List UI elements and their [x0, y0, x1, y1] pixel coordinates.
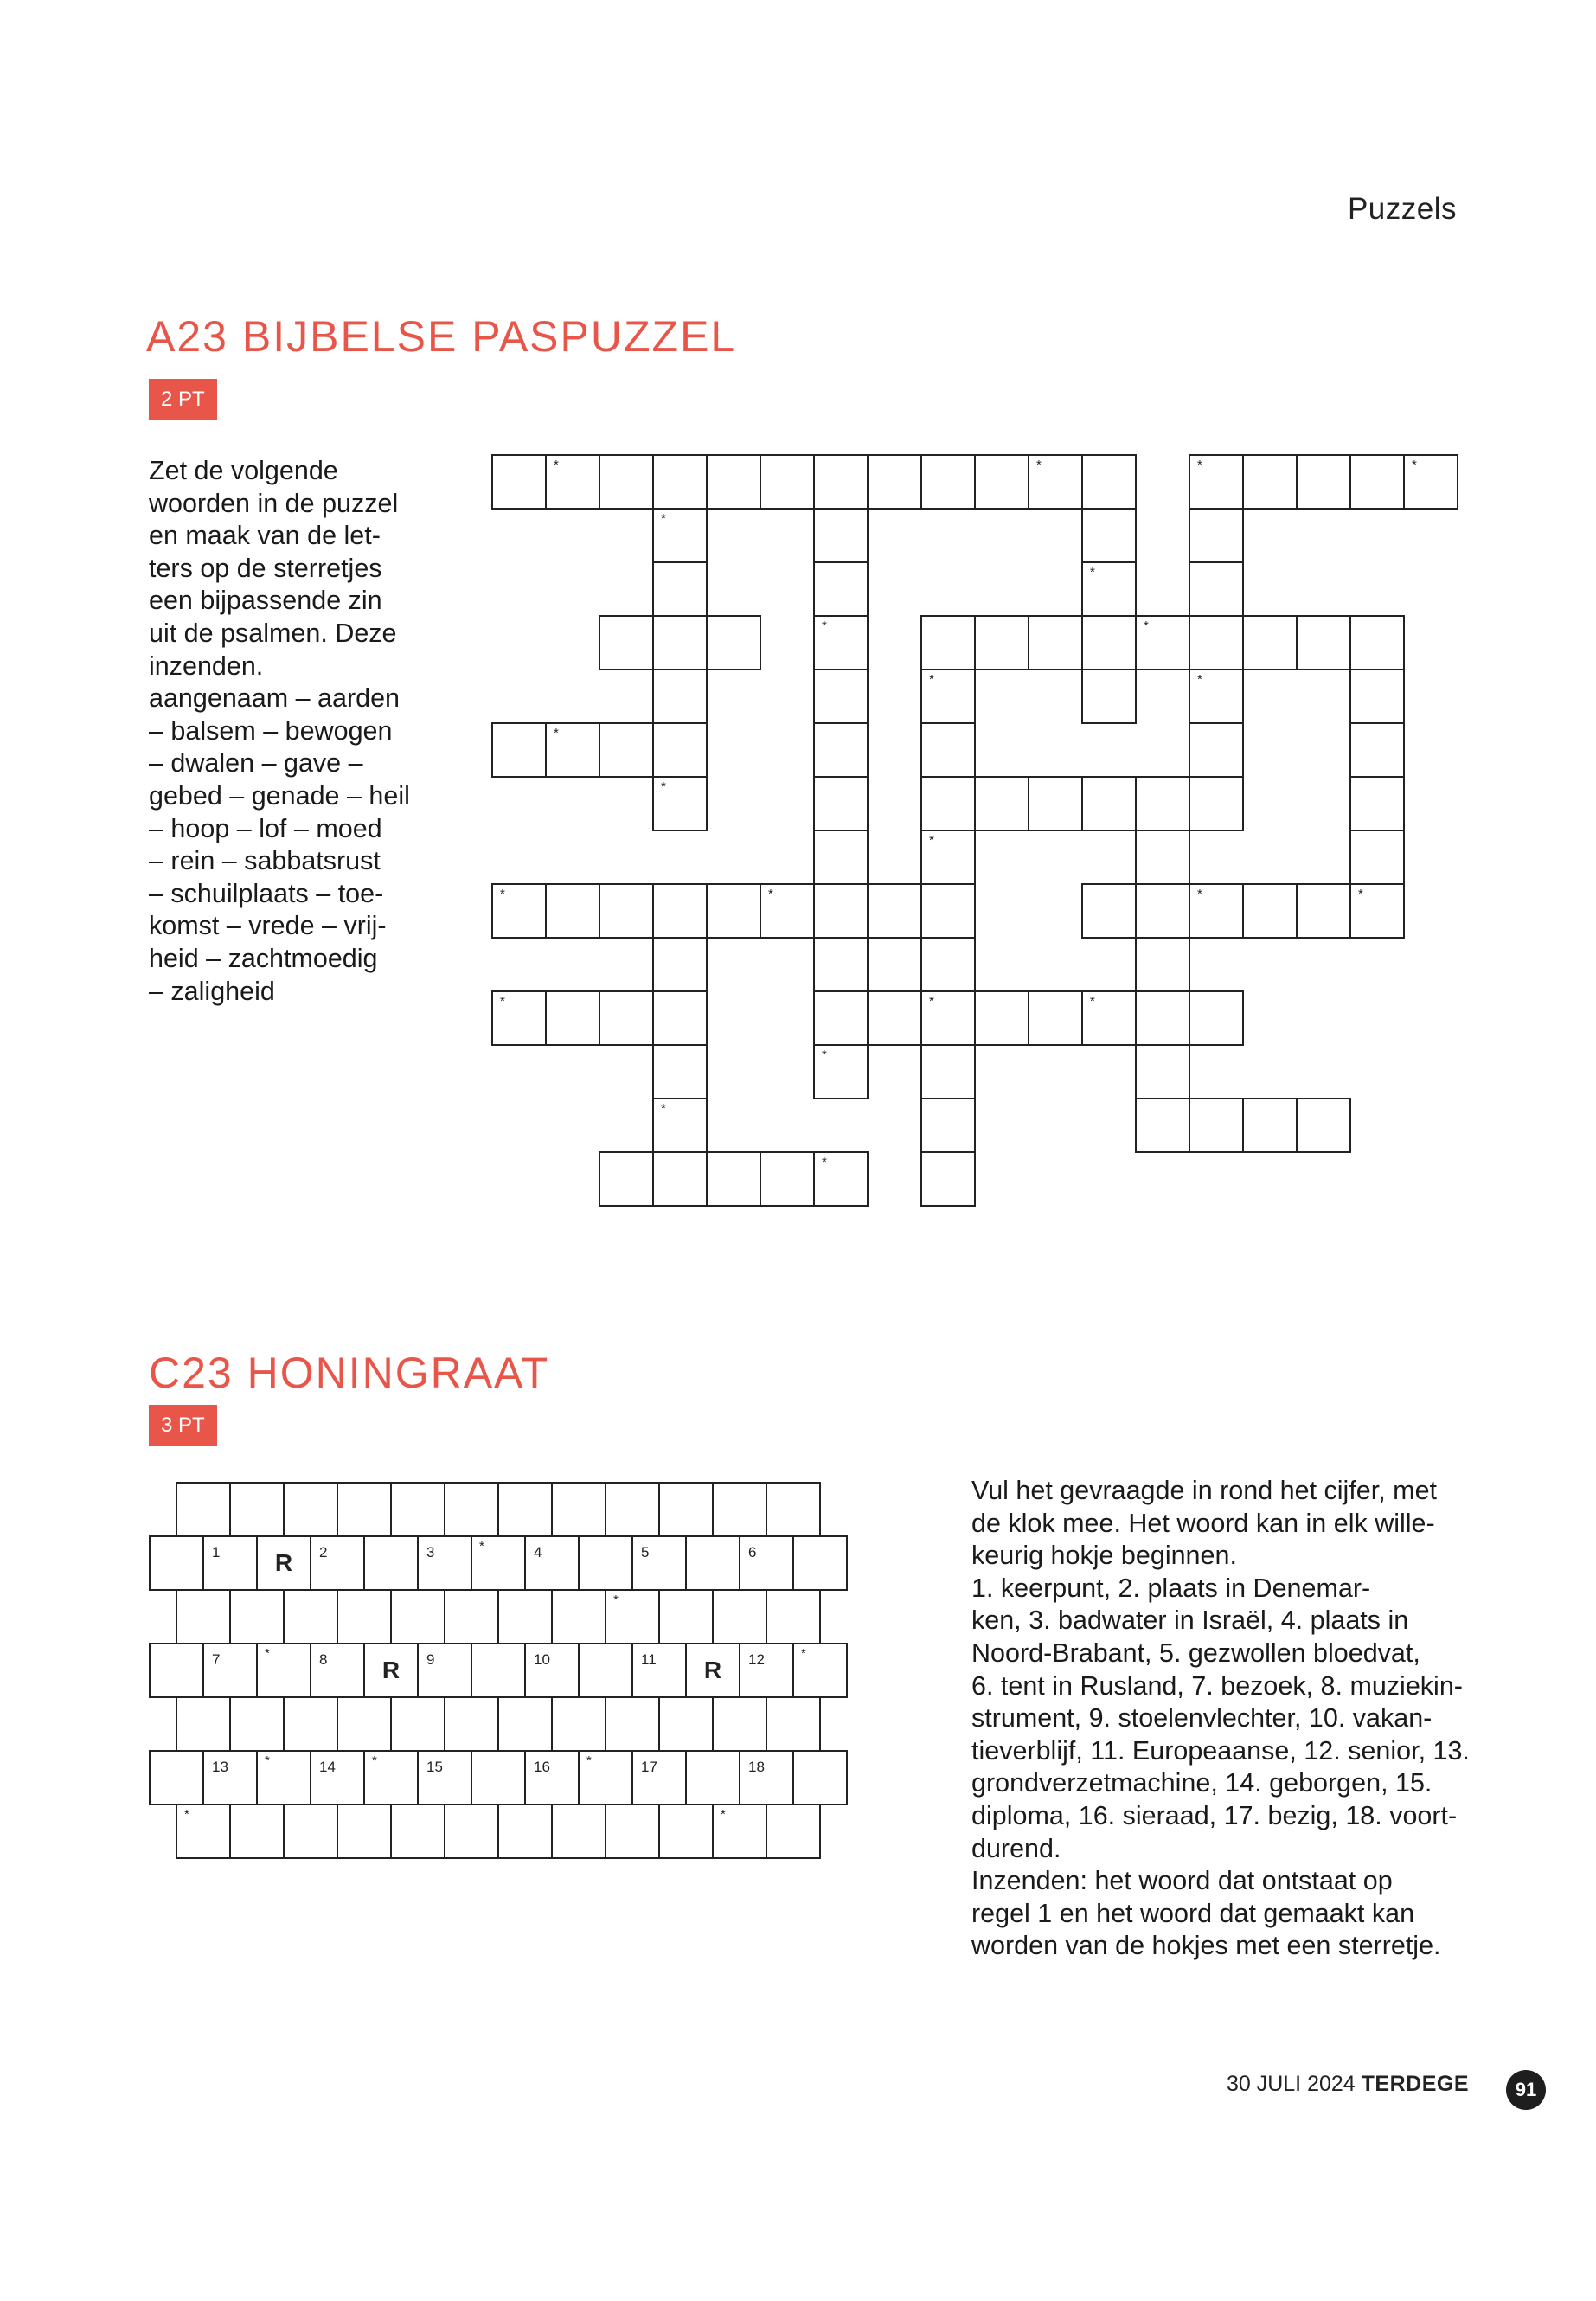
clue-number: 10: [534, 1651, 550, 1668]
crossword-cell[interactable]: [867, 990, 922, 1046]
crossword-cell[interactable]: [974, 990, 1029, 1046]
honeycomb-cell[interactable]: [337, 1804, 392, 1859]
honeycomb-cell[interactable]: [471, 1750, 526, 1805]
crossword-cell[interactable]: [1349, 830, 1405, 885]
crossword-cell[interactable]: [652, 1098, 708, 1153]
star-marker: *: [661, 511, 666, 526]
clue-number: 16: [534, 1759, 550, 1775]
footer: [1227, 2072, 1469, 2097]
star-marker: *: [768, 887, 773, 901]
clue-number: 7: [212, 1651, 221, 1668]
honeycomb-cell[interactable]: [444, 1804, 499, 1859]
honeycomb-cell[interactable]: [631, 1643, 687, 1698]
crossword-cell[interactable]: [1081, 669, 1137, 724]
star-marker: *: [822, 1155, 827, 1170]
footer-date: 30 JULI 2024: [1226, 2072, 1356, 2096]
puzzle-c-instructions: Vul het gevraagde in rond het cijfer, met de klok mee. Het woord kan in elk wille- keurig hokje beginnen. 1. keerpunt, 2. plaats in Denemar- ken, 3. badwater in Israël, 4. plaats in Noord-Brabant, 5. gezwollen bloedvat, 6. tent in Rusland, 7. bezoek, 8. muziekin- strument, 9. stoelenvlechter, 10. vakan- tieverblijf, 11. Europeaanse, 12. senior, 13. grondverzetmachine, 14. geborgen, 15. diploma, 16. sieraad, 17. bezig, 18. voort- durend. Inzenden: het woord dat ontstaat op regel 1 en het woord dat gemaakt kan worden van de hokjes met een sterretje.: [971, 1476, 1470, 1961]
crossword-cell[interactable]: [813, 669, 869, 724]
honeycomb-cell[interactable]: [631, 1750, 687, 1805]
star-marker: *: [1412, 458, 1417, 472]
crossword-cell[interactable]: [1135, 1098, 1190, 1153]
star-marker: *: [822, 1048, 827, 1062]
honeycomb-cell[interactable]: [497, 1482, 553, 1537]
honeycomb-cell[interactable]: [149, 1750, 204, 1805]
honeycomb-cell[interactable]: [766, 1589, 821, 1644]
crossword-cell[interactable]: [599, 615, 654, 670]
crossword-cell[interactable]: [1081, 776, 1137, 831]
honeycomb-cell[interactable]: [578, 1750, 633, 1805]
crossword-cell[interactable]: [813, 615, 869, 670]
crossword-cell[interactable]: [491, 883, 547, 939]
honeycomb-cell[interactable]: [712, 1589, 767, 1644]
crossword-cell[interactable]: [920, 1044, 976, 1099]
crossword-cell[interactable]: [1135, 990, 1190, 1046]
honeycomb-cell[interactable]: [766, 1696, 821, 1752]
honeycomb-cell[interactable]: [712, 1696, 767, 1752]
crossword-cell[interactable]: [1349, 615, 1405, 670]
crossword-cell[interactable]: [1028, 615, 1083, 670]
crossword-cell[interactable]: [813, 830, 869, 885]
honeycomb-cell[interactable]: [605, 1804, 660, 1859]
crossword-cell[interactable]: [1135, 615, 1190, 670]
honeycomb-cell[interactable]: [310, 1643, 365, 1698]
honeycomb-cell[interactable]: [256, 1750, 311, 1805]
clue-number: 6: [748, 1544, 757, 1561]
honeycomb-cell[interactable]: [283, 1804, 338, 1859]
crossword-cell[interactable]: [1081, 508, 1137, 563]
crossword-cell[interactable]: [813, 508, 869, 563]
footer-magazine: TERDEGE: [1361, 2072, 1469, 2096]
crossword-cell[interactable]: [867, 454, 922, 510]
honeycomb-cell[interactable]: [471, 1643, 526, 1698]
crossword-cell[interactable]: [652, 615, 708, 670]
honeycomb-cell[interactable]: [417, 1750, 472, 1805]
given-letter: R: [381, 1657, 401, 1683]
crossword-cell[interactable]: [1349, 669, 1405, 724]
crossword-cell[interactable]: [545, 883, 600, 939]
honeycomb-cell[interactable]: [444, 1696, 499, 1752]
puzzle-a-instructions: Zet de volgende woorden in de puzzel en maak van de let- ters op de sterretjes een bijpassende zin uit de psalmen. Deze inzenden. aangenaam – aarden – balsem – bewogen – dwalen – gave – gebed – genade – heil – hoop – lof – moed – rein – sabbatsrust – schuilplaats – toe- komst – vrede – vrij- heid – zachtmoedig – zaligheid: [149, 456, 410, 1006]
star-marker: *: [184, 1807, 189, 1822]
crossword-cell[interactable]: [920, 722, 976, 778]
star-marker: *: [1197, 887, 1202, 901]
star-marker: *: [372, 1753, 377, 1768]
crossword-cell[interactable]: [813, 1044, 869, 1099]
crossword-cell[interactable]: [652, 1151, 708, 1207]
honeycomb-cell[interactable]: [310, 1750, 365, 1805]
honeycomb-cell[interactable]: [229, 1696, 285, 1752]
crossword-cell[interactable]: [1189, 990, 1244, 1046]
star-marker: *: [929, 994, 934, 1009]
crossword-cell[interactable]: [1081, 561, 1137, 617]
crossword-cell[interactable]: [813, 937, 869, 992]
honeycomb-cell[interactable]: [390, 1589, 445, 1644]
honeycomb-cell[interactable]: [176, 1696, 231, 1752]
crossword-cell[interactable]: [652, 669, 708, 724]
honeycomb-cell[interactable]: [792, 1750, 848, 1805]
clue-number: 11: [641, 1651, 657, 1668]
crossword-cell[interactable]: [920, 454, 976, 510]
honeycomb-cell[interactable]: [497, 1696, 553, 1752]
crossword-cell[interactable]: [1135, 883, 1190, 939]
crossword-cell[interactable]: [652, 1044, 708, 1099]
crossword-cell[interactable]: [1296, 1098, 1351, 1153]
crossword-cell[interactable]: [706, 454, 761, 510]
crossword-cell[interactable]: [813, 776, 869, 831]
honeycomb-cell[interactable]: [524, 1535, 580, 1591]
star-marker: *: [1197, 672, 1202, 687]
crossword-cell[interactable]: [599, 883, 654, 939]
honeycomb-cell[interactable]: [739, 1750, 794, 1805]
star-marker: *: [661, 1101, 666, 1116]
crossword-cell[interactable]: [706, 615, 761, 670]
honeycomb-cell[interactable]: [444, 1589, 499, 1644]
honeycomb-cell[interactable]: [176, 1804, 231, 1859]
crossword-cell[interactable]: [920, 990, 976, 1046]
star-marker: *: [822, 619, 827, 633]
honeycomb-cell[interactable]: [310, 1535, 365, 1591]
crossword-cell[interactable]: [813, 990, 869, 1046]
crossword-cell[interactable]: [813, 722, 869, 778]
crossword-cell[interactable]: [1081, 615, 1137, 670]
crossword-cell[interactable]: [867, 883, 922, 939]
crossword-cell[interactable]: [1135, 830, 1190, 885]
honeycomb-cell[interactable]: [390, 1804, 445, 1859]
crossword-cell[interactable]: [652, 937, 708, 992]
honeycomb-cell[interactable]: [658, 1696, 714, 1752]
clue-number: 18: [748, 1759, 765, 1775]
honeycomb-cell[interactable]: [149, 1643, 204, 1698]
puzzle-c-points-badge: 3 PT: [149, 1405, 217, 1446]
star-marker: *: [613, 1593, 619, 1607]
honeycomb-cell[interactable]: [712, 1804, 767, 1859]
crossword-cell[interactable]: [1081, 883, 1137, 939]
crossword-cell[interactable]: [813, 883, 869, 939]
honeycomb-cell[interactable]: [685, 1535, 740, 1591]
star-marker: *: [554, 726, 559, 740]
crossword-cell[interactable]: [1189, 722, 1244, 778]
given-letter: R: [274, 1549, 293, 1576]
star-marker: *: [1144, 619, 1149, 633]
star-marker: *: [500, 887, 505, 901]
honeycomb-cell[interactable]: [176, 1589, 231, 1644]
crossword-cell[interactable]: [1403, 454, 1458, 510]
crossword-cell[interactable]: [1242, 615, 1298, 670]
crossword-cell[interactable]: [1189, 508, 1244, 563]
star-marker: *: [661, 779, 666, 794]
honeycomb-cell[interactable]: [202, 1643, 258, 1698]
honeycomb-cell[interactable]: [202, 1535, 258, 1591]
honeycomb-cell[interactable]: [337, 1482, 392, 1537]
crossword-cell[interactable]: [652, 561, 708, 617]
star-marker: *: [1090, 994, 1095, 1009]
crossword-cell[interactable]: [652, 883, 708, 939]
honeycomb-cell[interactable]: [578, 1535, 633, 1591]
star-marker: *: [265, 1646, 270, 1661]
honeycomb-cell[interactable]: [176, 1482, 231, 1537]
section-label: Puzzels: [1347, 192, 1457, 226]
crossword-cell[interactable]: [1189, 561, 1244, 617]
honeycomb-cell[interactable]: [792, 1643, 848, 1698]
honeycomb-cell[interactable]: [256, 1643, 311, 1698]
star-marker: *: [1358, 887, 1363, 901]
honeycomb-cell[interactable]: [685, 1750, 740, 1805]
crossword-cell[interactable]: [706, 1151, 761, 1207]
honeycomb-cell[interactable]: [551, 1482, 606, 1537]
honeycomb-cell[interactable]: [658, 1482, 714, 1537]
honeycomb-cell[interactable]: [337, 1696, 392, 1752]
puzzle-c-title: C23 HONINGRAAT: [149, 1349, 550, 1397]
honeycomb-cell[interactable]: [739, 1535, 794, 1591]
clue-number: 13: [212, 1759, 228, 1775]
crossword-cell[interactable]: [599, 1151, 654, 1207]
honeycomb-cell[interactable]: [390, 1696, 445, 1752]
honeycomb-cell[interactable]: [551, 1804, 606, 1859]
honeycomb-cell[interactable]: [229, 1589, 285, 1644]
honeycomb-cell[interactable]: [578, 1643, 633, 1698]
crossword-cell[interactable]: [1081, 990, 1137, 1046]
honeycomb-cell[interactable]: [417, 1643, 472, 1698]
star-marker: *: [1090, 565, 1095, 580]
star-marker: *: [801, 1646, 806, 1661]
honeycomb-cell[interactable]: [417, 1535, 472, 1591]
crossword-cell[interactable]: [652, 508, 708, 563]
crossword-cell[interactable]: [1189, 615, 1244, 670]
crossword-cell[interactable]: [545, 722, 600, 778]
crossword-cell[interactable]: [1028, 454, 1083, 510]
honeycomb-cell[interactable]: [497, 1589, 553, 1644]
crossword-cell[interactable]: [599, 454, 654, 510]
clue-number: 4: [534, 1544, 542, 1561]
crossword-cell[interactable]: [491, 722, 547, 778]
given-letter: R: [703, 1657, 722, 1683]
honeycomb-cell[interactable]: [739, 1643, 794, 1698]
crossword-cell[interactable]: [599, 990, 654, 1046]
crossword-cell[interactable]: [1189, 454, 1244, 510]
honeycomb-cell[interactable]: [390, 1482, 445, 1537]
honeycomb-cell[interactable]: [712, 1482, 767, 1537]
star-marker: *: [1197, 458, 1202, 472]
honeycomb-cell[interactable]: [471, 1535, 526, 1591]
star-marker: *: [929, 672, 934, 687]
puzzle-a-title: A23 BIJBELSE PASPUZZEL: [146, 312, 737, 361]
crossword-cell[interactable]: [1189, 776, 1244, 831]
clue-number: 15: [426, 1759, 443, 1775]
star-marker: *: [554, 458, 559, 472]
crossword-cell[interactable]: [867, 937, 922, 992]
honeycomb-cell[interactable]: [363, 1535, 419, 1591]
crossword-cell[interactable]: [1349, 883, 1405, 939]
crossword-cell[interactable]: [813, 561, 869, 617]
crossword-cell[interactable]: [652, 454, 708, 510]
crossword-cell[interactable]: [920, 830, 976, 885]
crossword-cell[interactable]: [1189, 1098, 1244, 1153]
crossword-cell[interactable]: [1296, 615, 1351, 670]
crossword-cell[interactable]: [1189, 669, 1244, 724]
crossword-cell[interactable]: [545, 454, 600, 510]
crossword-cell[interactable]: [1242, 883, 1298, 939]
honeycomb-cell[interactable]: [605, 1482, 660, 1537]
crossword-cell[interactable]: [920, 937, 976, 992]
honeycomb-cell[interactable]: [497, 1804, 553, 1859]
honeycomb-cell[interactable]: [658, 1804, 714, 1859]
crossword-cell[interactable]: [920, 776, 976, 831]
crossword-cell[interactable]: [920, 615, 976, 670]
honeycomb-cell[interactable]: [229, 1482, 285, 1537]
crossword-cell[interactable]: [760, 454, 815, 510]
crossword-cell[interactable]: [813, 1151, 869, 1207]
honeycomb-cell[interactable]: [229, 1804, 285, 1859]
honeycomb-cell[interactable]: [766, 1482, 821, 1537]
honeycomb-cell[interactable]: [658, 1589, 714, 1644]
honeycomb-cell[interactable]: [551, 1589, 606, 1644]
puzzle-a-points-badge: 2 PT: [149, 379, 217, 420]
crossword-cell[interactable]: [1349, 776, 1405, 831]
star-marker: *: [479, 1539, 484, 1554]
crossword-cell[interactable]: [974, 454, 1029, 510]
clue-number: 12: [748, 1651, 765, 1668]
honeycomb-cell[interactable]: [444, 1482, 499, 1537]
honeycomb-cell[interactable]: [202, 1750, 258, 1805]
clue-number: 2: [319, 1544, 328, 1561]
honeycomb-cell[interactable]: [524, 1750, 580, 1805]
crossword-cell[interactable]: [1189, 883, 1244, 939]
page-number: 91: [1506, 2070, 1546, 2110]
clue-number: 1: [212, 1544, 221, 1561]
star-marker: *: [929, 833, 934, 848]
crossword-cell[interactable]: [491, 454, 547, 510]
crossword-cell[interactable]: [1135, 937, 1190, 992]
clue-number: 17: [641, 1759, 657, 1775]
honeycomb-cell[interactable]: [149, 1535, 204, 1591]
crossword-cell[interactable]: [652, 990, 708, 1046]
crossword-cell[interactable]: [760, 883, 815, 939]
crossword-cell[interactable]: [545, 990, 600, 1046]
honeycomb-cell[interactable]: [337, 1589, 392, 1644]
crossword-cell[interactable]: [974, 615, 1029, 670]
crossword-cell[interactable]: [1349, 454, 1405, 510]
crossword-cell[interactable]: [1242, 454, 1298, 510]
honeycomb-cell[interactable]: [256, 1535, 311, 1591]
star-marker: *: [500, 994, 505, 1009]
star-marker: *: [721, 1807, 726, 1822]
crossword-cell[interactable]: [974, 776, 1029, 831]
crossword-cell[interactable]: [1135, 776, 1190, 831]
crossword-cell[interactable]: [760, 1151, 815, 1207]
crossword-cell[interactable]: [1135, 1044, 1190, 1099]
crossword-cell[interactable]: [920, 669, 976, 724]
star-marker: *: [265, 1753, 270, 1768]
star-marker: *: [1036, 458, 1042, 472]
crossword-cell[interactable]: [652, 722, 708, 778]
honeycomb-cell[interactable]: [283, 1482, 338, 1537]
honeycomb-cell[interactable]: [363, 1643, 419, 1698]
clue-number: 5: [641, 1544, 650, 1561]
crossword-cell[interactable]: [1242, 1098, 1298, 1153]
crossword-cell[interactable]: [706, 883, 761, 939]
crossword-cell[interactable]: [920, 1151, 976, 1207]
honeycomb-cell[interactable]: [792, 1535, 848, 1591]
crossword-cell[interactable]: [652, 776, 708, 831]
clue-number: 3: [426, 1544, 435, 1561]
crossword-cell[interactable]: [1296, 454, 1351, 510]
honeycomb-cell[interactable]: [524, 1643, 580, 1698]
crossword-cell[interactable]: [813, 454, 869, 510]
clue-number: 14: [319, 1759, 336, 1775]
crossword-cell[interactable]: [1296, 883, 1351, 939]
honeycomb-cell[interactable]: [605, 1696, 660, 1752]
crossword-cell[interactable]: [1028, 776, 1083, 831]
crossword-cell[interactable]: [1028, 990, 1083, 1046]
crossword-cell[interactable]: [920, 1098, 976, 1153]
honeycomb-cell[interactable]: [551, 1696, 606, 1752]
crossword-cell[interactable]: [491, 990, 547, 1046]
honeycomb-cell[interactable]: [363, 1750, 419, 1805]
honeycomb-cell[interactable]: [605, 1589, 660, 1644]
clue-number: 9: [426, 1651, 435, 1668]
honeycomb-cell[interactable]: [283, 1589, 338, 1644]
star-marker: *: [586, 1753, 592, 1768]
crossword-cell[interactable]: [1349, 722, 1405, 778]
honeycomb-cell[interactable]: [631, 1535, 687, 1591]
crossword-cell[interactable]: [1081, 454, 1137, 510]
honeycomb-cell[interactable]: [766, 1804, 821, 1859]
honeycomb-cell[interactable]: [283, 1696, 338, 1752]
crossword-cell[interactable]: [599, 722, 654, 778]
clue-number: 8: [319, 1651, 328, 1668]
honeycomb-cell[interactable]: [685, 1643, 740, 1698]
crossword-cell[interactable]: [920, 883, 976, 939]
